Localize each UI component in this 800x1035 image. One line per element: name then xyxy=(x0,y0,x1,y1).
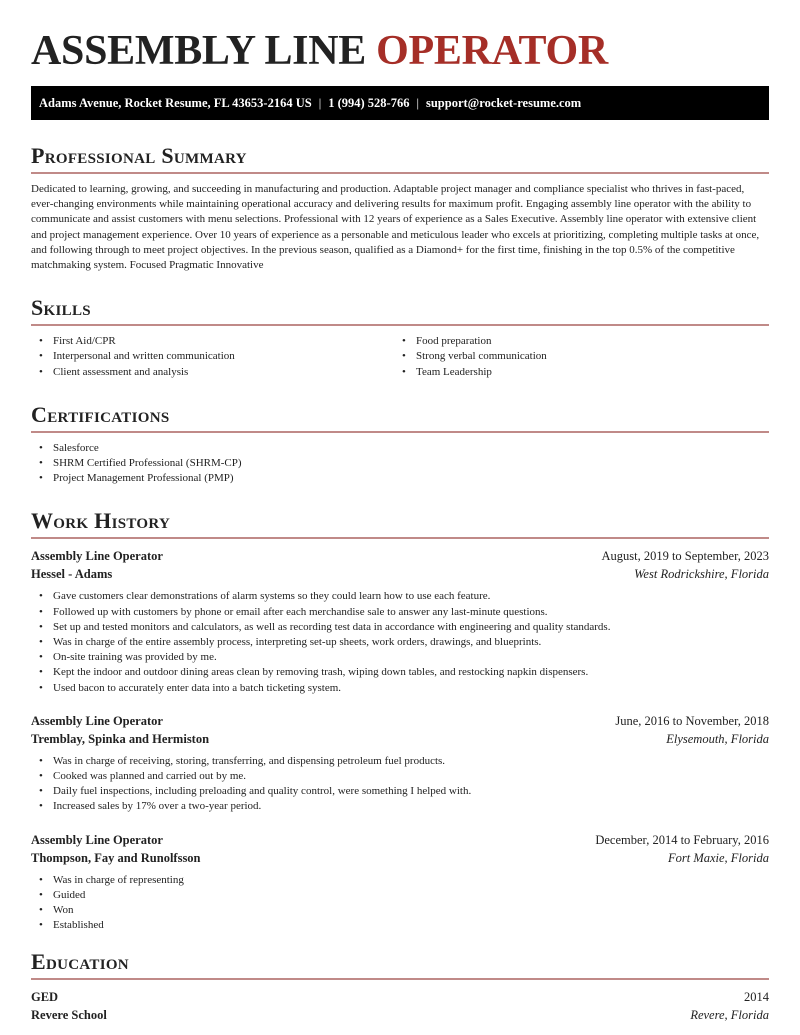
skill-item: • Team Leadership xyxy=(394,365,757,380)
separator: | xyxy=(416,96,419,110)
title-main: ASSEMBLY LINE xyxy=(31,28,366,74)
section-title: Certifications xyxy=(31,402,769,433)
job-bullet: • Won xyxy=(31,903,769,918)
contact-bar xyxy=(31,86,769,120)
job-bullet: • Guided xyxy=(31,888,769,903)
summary-text: Dedicated to learning, growing, and succeeding in manufacturing and production. Adaptable project manager and compliance specialist who thrives in fast-paced, ever-changing environments while maintaining operational accuracy and delivering results for maximum profit. Engaging assembly line operator with the ability to communicate and assist customers with menu selections. Professional with 12 years of experience as a Sales Executive. Assembly line operator with extensive client and project management experience. Over 10 years of experience as a personable and meticulous leader who excels at prioritizing, completing multiple tasks at once, and following through to meet project objectives. In the previous season, qualified as a Diamond+ for the first time, finishing in the top 0.5% of the competitive matchmaking system. Focused Pragmatic Innovative xyxy=(31,183,760,272)
section-title: Skills xyxy=(31,295,769,326)
resume-title xyxy=(31,29,769,73)
email-link[interactable]: support@rocket-resume.com xyxy=(425,96,582,110)
school: Revere School xyxy=(31,1008,107,1023)
education-section xyxy=(31,949,769,1024)
skills-list-left xyxy=(31,334,394,380)
job-entry xyxy=(31,712,769,815)
job-bullet: • Used bacon to accurately enter data into a batch ticketing system. xyxy=(31,681,769,696)
job-role: Assembly Line Operator xyxy=(31,713,163,728)
skill-item: • Client assessment and analysis xyxy=(31,365,394,380)
job-bullet: • Daily fuel inspections, including preloading and quality control, were something I helped with. xyxy=(31,784,769,799)
job-role: Assembly Line Operator xyxy=(31,832,163,847)
skill-item: • Food preparation xyxy=(394,334,757,349)
section-title: Professional Summary xyxy=(31,143,769,174)
title-accent: OPERATOR xyxy=(376,28,608,74)
job-entry xyxy=(31,547,769,695)
job-bullet: • Established xyxy=(31,918,769,933)
job-bullet: • Was in charge of the entire assembly process, interpreting set-up sheets, work orders, drawings, and blueprints. xyxy=(31,635,769,650)
job-location: Fort Maxie, Florida xyxy=(667,850,769,865)
job-entry xyxy=(31,831,769,934)
degree: GED xyxy=(31,990,59,1005)
job-bullet: • Kept the indoor and outdoor dining areas clean by removing trash, wiping down tables, and restocking napkin dispensers. xyxy=(31,665,769,680)
job-bullet: • Cooked was planned and carried out by me. xyxy=(31,769,769,784)
certification-item: • Salesforce xyxy=(31,441,769,456)
job-company: Thompson, Fay and Runolfsson xyxy=(31,850,201,865)
job-bullet: • Gave customers clear demonstrations of alarm systems so they could learn how to use each feature. xyxy=(31,589,769,604)
job-location: West Rodrickshire, Florida xyxy=(634,567,769,582)
certifications-section xyxy=(31,402,769,487)
job-dates: June, 2016 to November, 2018 xyxy=(615,713,769,728)
job-role: Assembly Line Operator xyxy=(31,549,163,564)
job-dates: August, 2019 to September, 2023 xyxy=(601,549,769,564)
skill-item: • First Aid/CPR xyxy=(31,334,394,349)
job-bullet: • Increased sales by 17% over a two-year period. xyxy=(31,799,769,814)
job-bullet: • On-site training was provided by me. xyxy=(31,650,769,665)
work-history-section xyxy=(31,508,769,933)
job-dates: December, 2014 to February, 2016 xyxy=(595,832,769,847)
job-bullet: • Was in charge of receiving, storing, transferring, and dispensing petroleum fuel products. xyxy=(31,754,769,769)
education-location: Revere, Florida xyxy=(690,1008,769,1023)
phone: 1 (994) 528-766 xyxy=(328,96,410,110)
skills-section xyxy=(31,295,769,380)
job-location: Elysemouth, Florida xyxy=(666,731,769,746)
separator: | xyxy=(318,96,322,110)
job-company: Hessel - Adams xyxy=(31,567,113,582)
summary-section xyxy=(31,143,769,273)
section-title: Education xyxy=(31,949,769,980)
education-year: 2014 xyxy=(744,990,769,1005)
certification-item: • Project Management Professional (PMP) xyxy=(31,471,769,486)
job-bullet: • Followed up with customers by phone or email after each merchandise sale to answer any last-minute questions. xyxy=(31,605,769,620)
job-company: Tremblay, Spinka and Hermiston xyxy=(31,731,210,746)
job-bullet: • Was in charge of representing xyxy=(31,873,769,888)
resume-page xyxy=(31,0,769,1024)
skills-list-right xyxy=(394,334,757,380)
skill-item: • Interpersonal and written communication xyxy=(31,349,394,364)
certification-item: • SHRM Certified Professional (SHRM-CP) xyxy=(31,456,769,471)
section-title: Work History xyxy=(31,508,769,539)
address: Adams Avenue, Rocket Resume, FL 43653-2164 US xyxy=(39,96,312,110)
job-bullet: • Set up and tested monitors and calculators, as well as recording test data in accordance with engineering and quality standards. xyxy=(31,620,769,635)
skill-item: • Strong verbal communication xyxy=(394,349,757,364)
